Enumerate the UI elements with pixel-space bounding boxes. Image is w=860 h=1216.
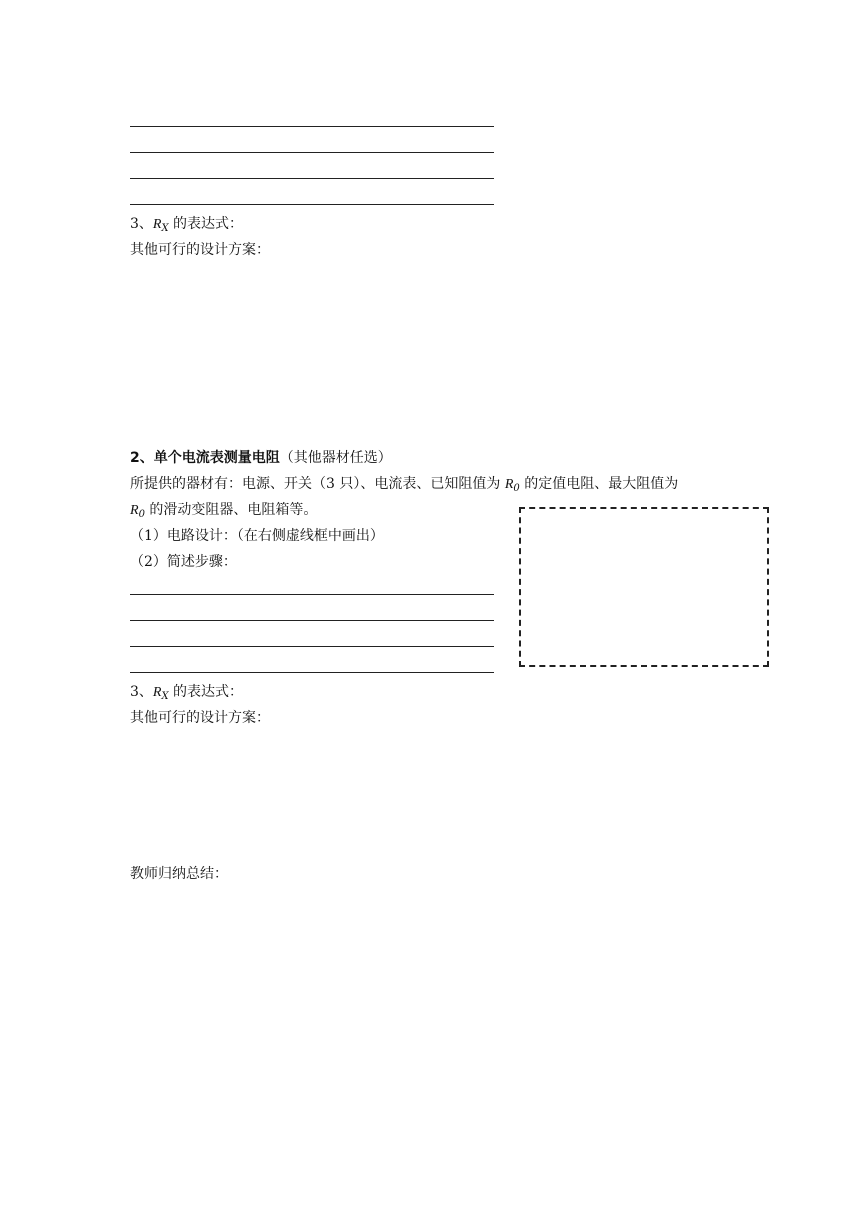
teacher-summary-label: 教师归纳总结： bbox=[130, 866, 228, 882]
answer-line bbox=[130, 152, 494, 153]
answer-line bbox=[130, 178, 494, 179]
section-heading: 2、单个电流表测量电阻（其他器材任选） bbox=[130, 450, 392, 466]
rx-expression-label: 3、$R_X$ 的表达式： bbox=[130, 684, 244, 702]
step-procedure: （2）简述步骤： bbox=[130, 554, 237, 570]
answer-line bbox=[130, 204, 494, 205]
answer-line bbox=[130, 126, 494, 127]
circuit-drawing-box bbox=[519, 507, 769, 667]
answer-line bbox=[130, 646, 494, 647]
answer-line bbox=[130, 594, 494, 595]
other-plans-label: 其他可行的设计方案： bbox=[130, 242, 270, 258]
answer-line bbox=[130, 672, 494, 673]
materials-line-1: 所提供的器材有：电源、开关（3 只）、电流表、已知阻值为 $R_0$ 的定值电阻、最大阻值为 bbox=[130, 476, 679, 494]
materials-line-2: $R_0$ 的滑动变阻器、电阻箱等。 bbox=[130, 502, 318, 520]
other-plans-label: 其他可行的设计方案： bbox=[130, 710, 270, 726]
step-circuit-design: （1）电路设计：（在右侧虚线框中画出） bbox=[130, 528, 384, 544]
rx-expression-label: 3、$R_X$ 的表达式： bbox=[130, 216, 244, 234]
answer-line bbox=[130, 620, 494, 621]
